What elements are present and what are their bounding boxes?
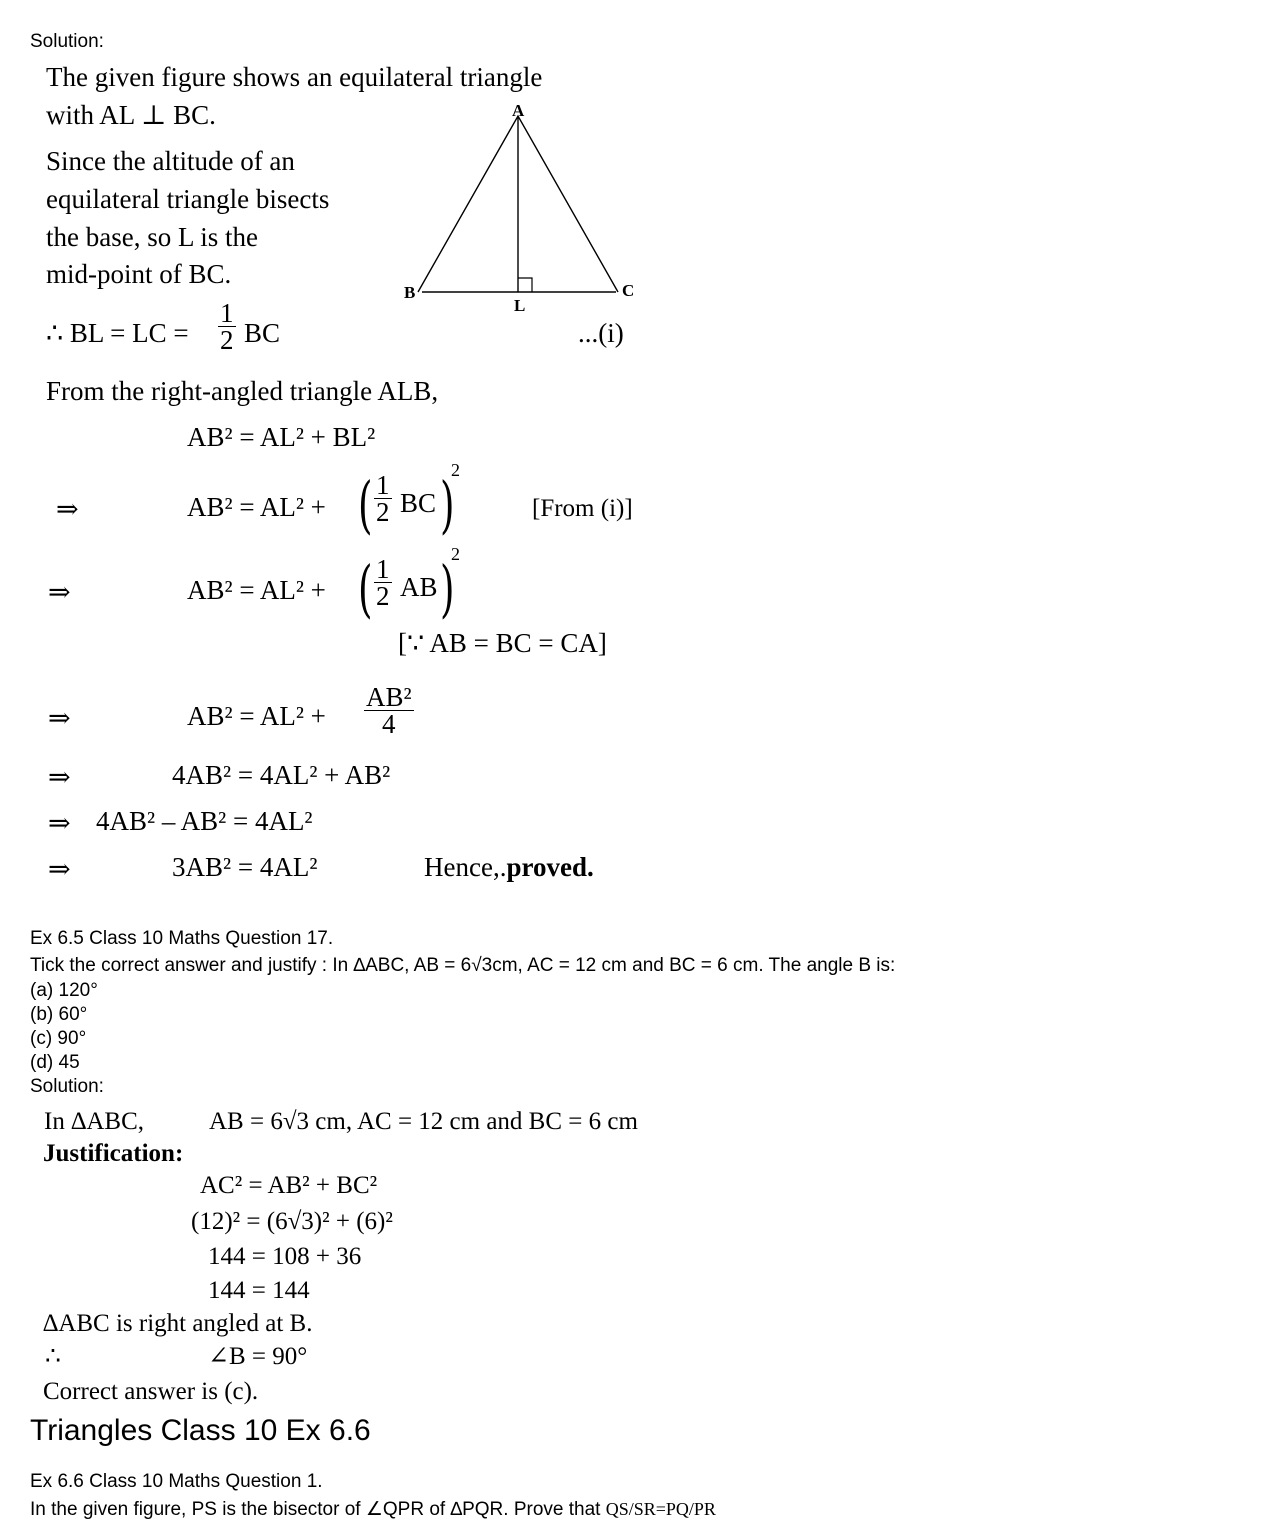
proved-text: proved.	[506, 852, 594, 882]
question-1-body: In the given figure, PS is the bisector of ∠QPR of ∆PQR. Prove that	[30, 1499, 601, 1520]
step-2-note: [From (i)]	[532, 495, 633, 522]
implies-arrow: ⇒	[48, 808, 71, 838]
implies-arrow: ⇒	[48, 854, 71, 884]
step-2-close-paren: )	[440, 468, 455, 541]
step-4-fraction	[364, 684, 414, 737]
justification-line-3: 144 = 108 + 36	[208, 1243, 362, 1270]
therefore-symbol: ∴	[45, 1343, 61, 1370]
vertex-a-label: A	[512, 101, 525, 120]
since-line-3: the base, so L is the	[46, 222, 258, 252]
step-3-fraction	[374, 556, 392, 609]
step-6: 4AB² – AB² = 4AL²	[96, 806, 313, 836]
section-title: Triangles Class 10 Ex 6.6	[30, 1414, 371, 1447]
justification-line-4: 144 = 144	[208, 1277, 310, 1304]
step-2-open-paren: (	[358, 468, 373, 541]
intro-line-1: The given figure shows an equilateral triangle	[46, 62, 543, 92]
half-fraction	[218, 300, 236, 353]
therefore-rhs: BC	[244, 318, 281, 348]
half-denominator: 2	[220, 325, 234, 355]
question-1-text	[30, 1497, 716, 1522]
implies-arrow: ⇒	[48, 703, 71, 733]
angle-b-result: ∠B = 90°	[208, 1343, 308, 1370]
since-line-4: mid-point of BC.	[46, 259, 232, 289]
right-angle-statement: ∆ABC is right angled at B.	[43, 1310, 313, 1337]
question-17-text: Tick the correct answer and justify : In ∆ABC, AB = 6√3cm, AC = 12 cm and BC = 6 cm. The angle B is:	[30, 955, 896, 976]
option-b: (b) 60°	[30, 1004, 88, 1025]
step-2-lhs: AB² = AL² +	[187, 492, 326, 522]
justification-line-1: AC² = AB² + BC²	[200, 1172, 378, 1199]
step-2-numerator: 1	[376, 470, 390, 500]
question-1-ratio: QS/SR=PQ/PR	[605, 1499, 716, 1519]
justification-line-2: (12)² = (6√3)² + (6)²	[191, 1208, 393, 1235]
justification-label: Justification:	[43, 1140, 184, 1167]
hence-text: Hence,.	[424, 852, 507, 882]
hence-proved	[424, 852, 594, 882]
step-3-inner: AB	[400, 572, 438, 602]
foot-l-label: L	[514, 296, 526, 315]
implies-arrow: ⇒	[48, 762, 71, 792]
step-3-lhs: AB² = AL² +	[187, 575, 326, 605]
vertex-b-label: B	[404, 283, 416, 302]
step-2-exponent: 2	[451, 460, 460, 480]
equilateral-triangle-figure	[400, 100, 640, 320]
option-d: (d) 45	[30, 1052, 80, 1073]
given-values: AB = 6√3 cm, AC = 12 cm and BC = 6 cm	[209, 1108, 638, 1135]
right-angle-mark	[518, 278, 532, 292]
step-3-open-paren: (	[358, 552, 373, 625]
step-3-exponent: 2	[451, 544, 460, 564]
implies-arrow: ⇒	[48, 577, 71, 607]
option-a: (a) 120°	[30, 980, 98, 1001]
implies-arrow: ⇒	[56, 494, 79, 524]
solution-label: Solution:	[30, 31, 104, 52]
step-3-note: [∵ AB = BC = CA]	[398, 628, 607, 658]
step-3-close-paren: )	[440, 552, 455, 625]
step-3-denominator: 2	[376, 581, 390, 611]
step-5: 4AB² = 4AL² + AB²	[172, 760, 391, 790]
intro-line-2: with AL ⊥ BC.	[46, 100, 216, 130]
step-4-denominator: 4	[382, 709, 396, 739]
equation-tag: ...(i)	[578, 318, 624, 348]
option-c: (c) 90°	[30, 1028, 87, 1049]
step-4-lhs: AB² = AL² +	[187, 701, 326, 731]
step-3-numerator: 1	[376, 554, 390, 584]
question-17-heading: Ex 6.5 Class 10 Maths Question 17.	[30, 928, 334, 949]
since-line-1: Since the altitude of an	[46, 146, 295, 176]
step-1: AB² = AL² + BL²	[187, 422, 376, 452]
step-2-fraction	[374, 472, 392, 525]
half-numerator: 1	[220, 298, 234, 328]
therefore-line: ∴ BL = LC =	[46, 318, 189, 348]
step-7: 3AB² = 4AL²	[172, 852, 318, 882]
step-2-inner: BC	[400, 488, 437, 518]
step-4-numerator: AB²	[366, 682, 412, 712]
from-line: From the right-angled triangle ALB,	[46, 376, 439, 406]
given-label: In ∆ABC,	[44, 1108, 145, 1135]
step-2-denominator: 2	[376, 497, 390, 527]
vertex-c-label: C	[622, 281, 635, 300]
since-line-2: equilateral triangle bisects	[46, 184, 330, 214]
question-1-heading: Ex 6.6 Class 10 Maths Question 1.	[30, 1471, 323, 1492]
solution-label: Solution:	[30, 1076, 104, 1097]
correct-answer: Correct answer is (c).	[43, 1378, 259, 1405]
